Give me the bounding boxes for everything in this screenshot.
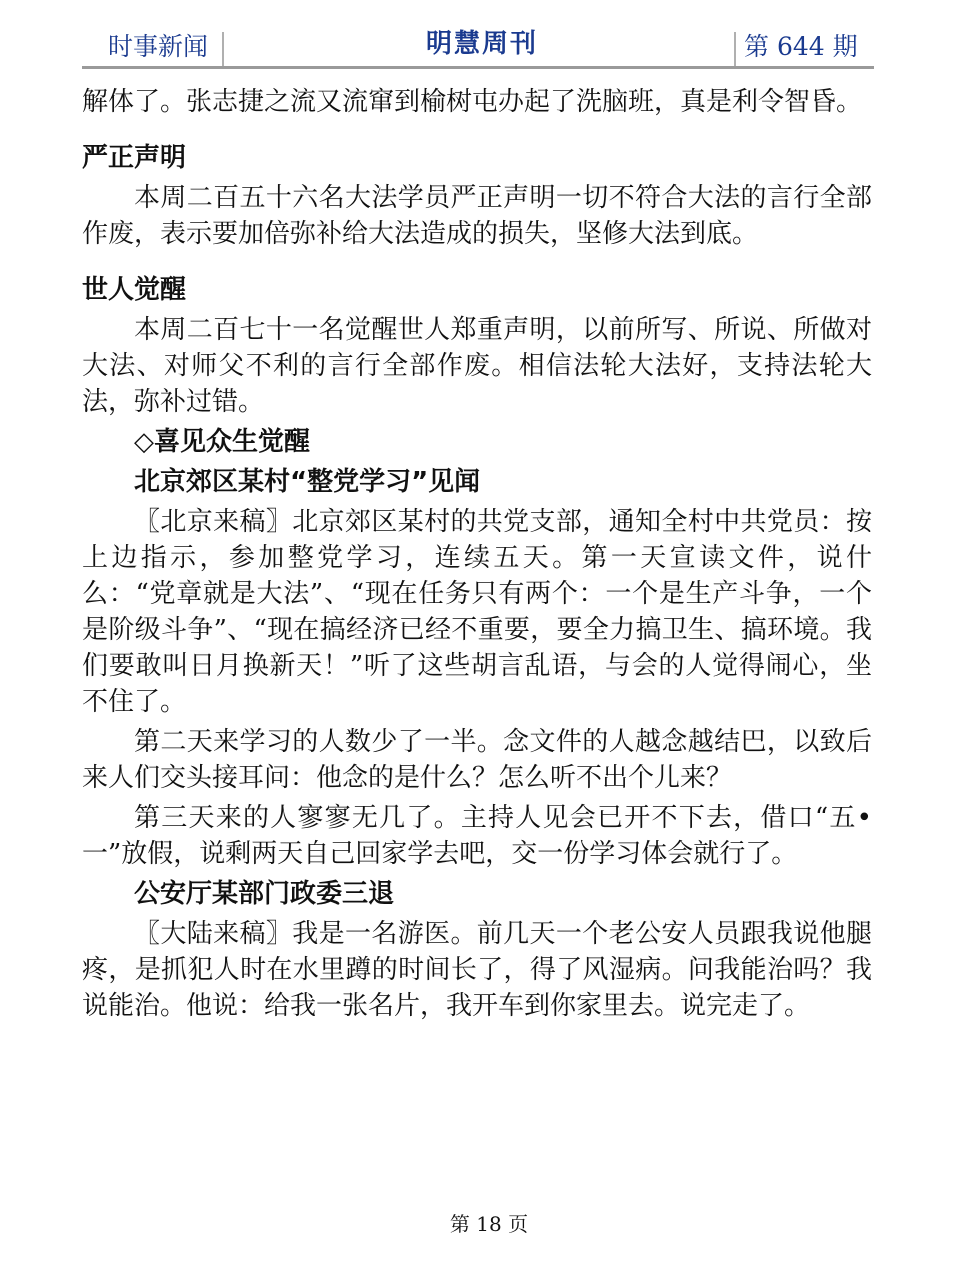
header-rule [82,66,874,69]
paragraph-continuation: 解体了。张志捷之流又流窜到榆树屯办起了洗脑班，真是利令智昏。 [82,87,863,117]
paragraph-beijing-2: 第二天来学习的人数少了一半。念文件的人越念越结巴，以致后来人们交头接耳问：他念的是什么？怎么听不出个儿来？ [82,727,872,793]
paragraph-beijing-1: 〖北京来稿〗北京郊区某村的共党支部，通知全村中共党员：按上边指示，参加整党学习，连续五天。第一天宣读文件，说什么：“党章就是大法”、“现在任务只有两个：一个是生产斗争，一个是阶级斗争”、“现在搞经济已经不重要，要全力搞卫生、搞环境。我们要敢叫日月换新天！”听了这些胡言乱语，与会的人觉得闹心，坐不住了。 [82,507,872,717]
header-divider-left [222,32,224,66]
paragraph-declaration: 本周二百五十六名大法学员严正声明一切不符合大法的言行全部作废，表示要加倍弥补给大法造成的损失，坚修大法到底。 [82,183,872,249]
page-number: 第 18 页 [449,1212,529,1236]
section-heading-joy: ◇喜见众生觉醒 [134,427,310,457]
paragraph-police: 〖大陆来稿〗我是一名游医。前几天一个老公安人员跟我说他腿疼，是抓犯人时在水里蹲的时间长了，得了风湿病。问我能治吗？我说能治。他说：给我一张名片，我开车到你家里去。说完走了。 [82,919,872,1021]
header-publication-title: 明慧周刊 [425,29,538,59]
paragraph-beijing-3: 第三天来的人寥寥无几了。主持人见会已开不下去，借口“五•一”放假，说剩两天自己回家学去吧，交一份学习体会就行了。 [82,803,872,869]
article-body [82,84,872,1024]
header-section-label: 时事新闻 [108,32,209,61]
section-heading-awakening: 世人觉醒 [82,275,187,305]
article-title-police: 公安厅某部门政委三退 [134,879,395,909]
paragraph-awakening: 本周二百七十一名觉醒世人郑重声明，以前所写、所说、所做对大法、对师父不利的言行全部作废。相信法轮大法好，支持法轮大法，弥补过错。 [82,315,872,417]
article-title-beijing: 北京郊区某村“整党学习”见闻 [134,467,481,497]
page-header [82,22,874,68]
section-heading-declaration: 严正声明 [82,143,187,173]
header-issue-number: 第 644 期 [744,32,858,61]
